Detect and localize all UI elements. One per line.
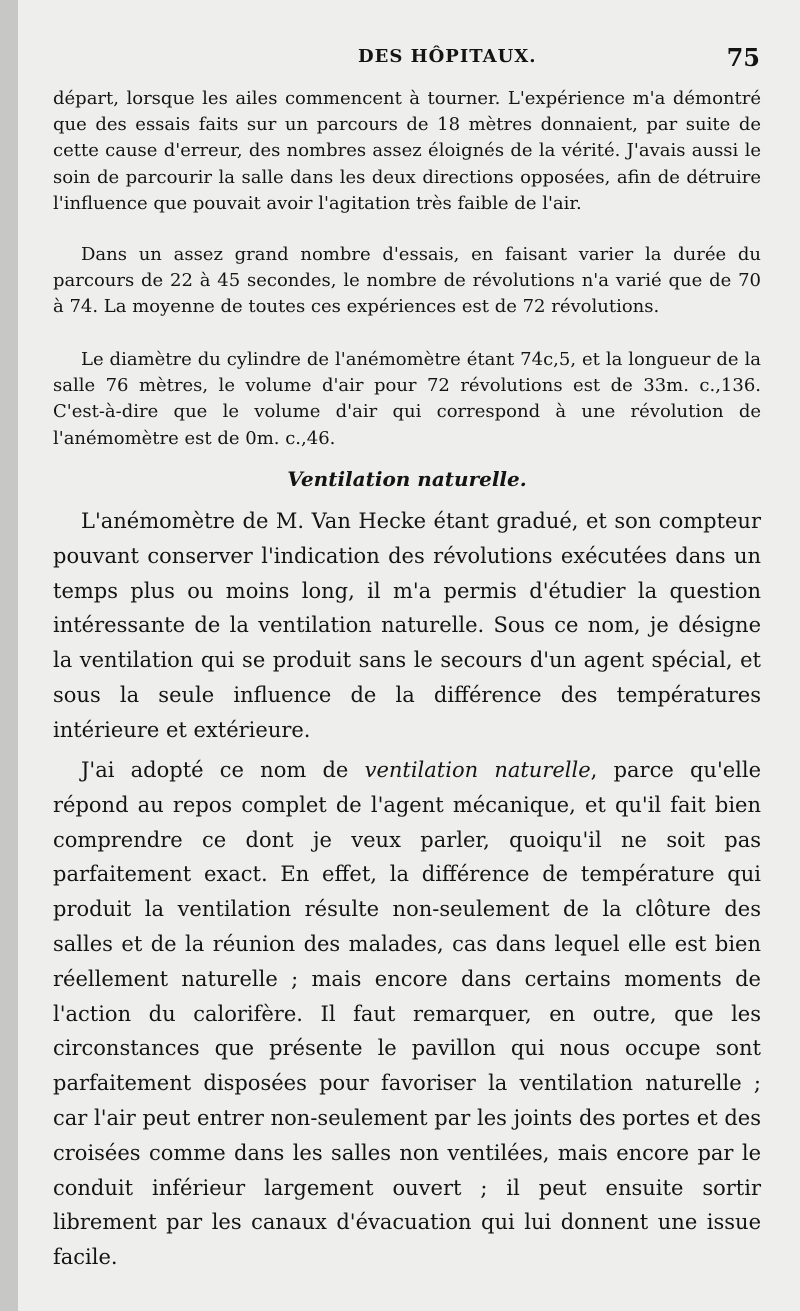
page-number: 75 (726, 43, 760, 72)
paragraph-test-duration: Dans un assez grand nombre d'essais, en faisant varier la durée du parcours de 22 à 45 secondes, le nombre de révolutions n'a varié que de 70 à 74. La moyenne de toutes ces expériences est de 72 révolutions. (53, 244, 761, 318)
paragraph-natural-ventilation (53, 753, 761, 1275)
paragraph-departure-error: départ, lorsque les ailes commencent à tourner. L'expérience m'a démontré que des essais faits sur un parcours de 18 mètres donnaient, par suite de cette cause d'erreur, des nombres assez éloignés de la vérité. J'avais aussi le soin de parcourir la salle dans les deux directions opposées, afin de détruire l'influence que pouvait avoir l'agitation très faible de l'air. (53, 88, 761, 214)
italic-ventilation-term: ventilation naturelle (364, 758, 591, 782)
section-title: Ventilation naturelle. (287, 467, 527, 491)
natural-ventilation-body-text: , parce qu'elle répond au repos complet de l'agent mécanique, et qu'il fait bien comprendre ce dont je veux parler, quoiqu'il ne soit pas parfaitement exact. En effet, la différence de température qui produit la ventilation résulte non-seulement de la clôture des salles et de la réunion des malades, cas dans lequel elle est bien réellement naturelle ; mais encore dans certains moments de l'action du calorifère. Il faut remarquer, en outre, que les circonstances que présente le pavillon qui nous occupe sont parfaitement disposées pour favoriser la ventilation naturelle ; car l'air peut entrer non-seulement par les joints des portes et des croisées comme dans les salles non ventilées, mais encore par le conduit inférieur largement ouvert ; il peut ensuite sortir librement par les canaux d'évacuation qui lui donnent une issue facile. (53, 758, 761, 1270)
paragraph-anemometer-ventilation: L'anémomètre de M. Van Hecke étant gradué, et son compteur pouvant conserver l'indication des révolutions exécutées dans un temps plus ou moins long, il m'a permis d'étudier la question intéressante de la ventilation naturelle. Sous ce nom, je désigne la ventilation qui se produit sans le secours d'un agent spécial, et sous la seule influence de la différence des températures intérieure et extérieure. (53, 509, 761, 742)
running-title: DES HÔPITAUX. (358, 46, 537, 67)
paragraph-cylinder-volume: Le diamètre du cylindre de l'anémomètre étant 74c,5, et la longueur de la salle 76 mètres, le volume d'air pour 72 révolutions est de 33m. c.,136. C'est-à-dire que le volume d'air qui correspond à une révolution de l'anémomètre est de 0m. c.,46. (53, 349, 761, 449)
page-header (55, 43, 760, 76)
natural-ventilation-intro-text: J'ai adopté ce nom de (81, 758, 365, 782)
